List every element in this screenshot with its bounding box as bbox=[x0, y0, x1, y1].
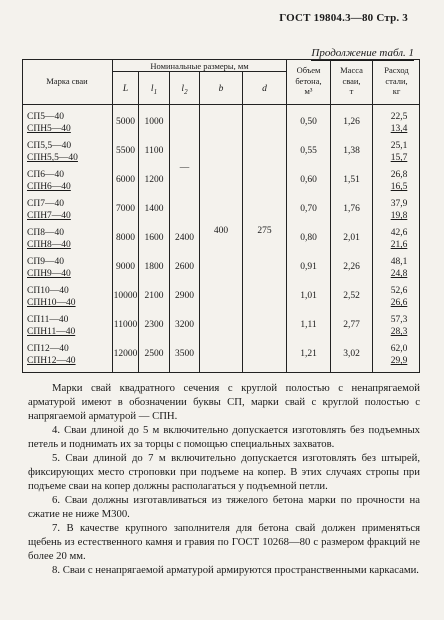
cell-l1: 1200 bbox=[144, 175, 164, 185]
cell-mass: 2,77 bbox=[343, 320, 360, 330]
mark-spn: СПН8—40 bbox=[27, 240, 71, 251]
row-marks bbox=[22, 227, 117, 251]
header-steel: Расход стали, кг bbox=[384, 65, 409, 96]
cell-mass: 2,01 bbox=[343, 233, 360, 243]
header-volume: Объем бетона, м³ bbox=[295, 65, 322, 96]
cell-l2: 2400 bbox=[175, 233, 194, 243]
shared-d-value: 275 bbox=[257, 226, 272, 236]
mark-spn: СПН6—40 bbox=[27, 182, 71, 193]
pile-table bbox=[22, 59, 420, 373]
note-paragraph: 5. Сваи длиной до 7 м включительно допускается изготовлять без штырей, фиксирующих место строповки при подъеме на копер. В этих случаях стропы при подъеме сваи на копер должны располагаться у подъемной петли. bbox=[28, 452, 420, 492]
mark-sp: СП5,5—40 bbox=[27, 141, 72, 151]
header-L: L bbox=[122, 84, 129, 94]
cell-volume: 0,80 bbox=[300, 233, 317, 243]
notes-text bbox=[28, 381, 420, 577]
cell-L: 9000 bbox=[116, 262, 135, 272]
cell-l2: 3500 bbox=[175, 349, 194, 359]
mark-sp: СП9—40 bbox=[27, 257, 64, 267]
cell-steel: 37,9 19,8 bbox=[390, 199, 408, 222]
cell-l1: 1100 bbox=[144, 146, 164, 156]
cell-l1: 2100 bbox=[144, 291, 164, 301]
cell-L: 10000 bbox=[113, 291, 138, 301]
cell-mass: 1,76 bbox=[343, 204, 360, 214]
cell-l2: 2600 bbox=[175, 262, 194, 272]
row-marks bbox=[22, 198, 117, 222]
cell-l1: 2500 bbox=[144, 349, 164, 359]
cell-steel: 42,6 21,6 bbox=[390, 228, 408, 251]
mark-sp: СП6—40 bbox=[27, 170, 64, 180]
row-marks bbox=[22, 285, 117, 309]
cell-volume: 1,21 bbox=[300, 349, 317, 359]
mark-spn: СПН5—40 bbox=[27, 124, 71, 135]
cell-volume: 0,50 bbox=[300, 117, 317, 127]
l2-dash: — bbox=[179, 163, 190, 173]
cell-l2: 3200 bbox=[175, 320, 194, 330]
cell-l1: 1600 bbox=[144, 233, 164, 243]
mark-sp: СП5—40 bbox=[27, 112, 64, 122]
cell-volume: 0,55 bbox=[300, 146, 317, 156]
row-marks bbox=[22, 140, 117, 164]
cell-volume: 0,70 bbox=[300, 204, 317, 214]
row-marks bbox=[22, 314, 117, 338]
page-header: ГОСТ 19804.3—80 Стр. 3 bbox=[279, 12, 408, 24]
cell-L: 5000 bbox=[116, 117, 135, 127]
cell-volume: 1,01 bbox=[300, 291, 317, 301]
cell-mass: 2,26 bbox=[343, 262, 360, 272]
cell-mass: 1,26 bbox=[343, 117, 360, 127]
cell-volume: 0,91 bbox=[300, 262, 317, 272]
mark-sp: СП7—40 bbox=[27, 199, 64, 209]
note-paragraph: 7. В качестве крупного заполнителя для бетона свай должен применяться щебень из естественного камня и гравия по ГОСТ 10268—80 с размером фракций не более 20 мм. bbox=[28, 522, 420, 562]
mark-spn: СПН7—40 bbox=[27, 211, 71, 222]
mark-spn: СПН5,5—40 bbox=[27, 153, 78, 164]
cell-mass: 2,52 bbox=[343, 291, 360, 301]
header-d: d bbox=[262, 84, 267, 94]
cell-steel: 52,6 26,6 bbox=[390, 286, 408, 309]
cell-steel: 48,1 24,8 bbox=[390, 257, 408, 280]
cell-volume: 1,11 bbox=[300, 320, 317, 330]
cell-volume: 0,60 bbox=[300, 175, 317, 185]
note-paragraph: 8. Сваи с ненапрягаемой арматурой армируются пространственными каркасами. bbox=[52, 564, 419, 576]
cell-mass: 3,02 bbox=[343, 349, 360, 359]
cell-L: 7000 bbox=[116, 204, 135, 214]
mark-spn: СПН12—40 bbox=[27, 356, 76, 367]
cell-L: 6000 bbox=[116, 175, 135, 185]
cell-L: 12000 bbox=[113, 349, 138, 359]
cell-steel: 57,3 28,3 bbox=[390, 315, 408, 338]
note-paragraph: Марки свай квадратного сечения с круглой полостью с ненапрягаемой арматурой имеют в обозначении буквы СП, марки свай с круглой полостью с напрягаемой арматурой — СПН. bbox=[28, 382, 420, 422]
mark-sp: СП11—40 bbox=[27, 315, 69, 325]
mark-sp: СП10—40 bbox=[27, 286, 69, 296]
cell-steel: 26,8 16,5 bbox=[390, 170, 408, 193]
cell-L: 11000 bbox=[113, 320, 138, 330]
cell-L: 8000 bbox=[116, 233, 135, 243]
mark-spn: СПН9—40 bbox=[27, 269, 71, 280]
cell-l1: 1000 bbox=[144, 117, 164, 127]
cell-l2: 2900 bbox=[175, 291, 194, 301]
row-marks bbox=[22, 256, 117, 280]
cell-steel: 25,1 15,7 bbox=[390, 141, 408, 164]
header-l1: $l_1$ bbox=[150, 84, 158, 96]
cell-mass: 1,38 bbox=[343, 146, 360, 156]
header-brand: Марка сваи bbox=[46, 76, 88, 86]
mark-sp: СП8—40 bbox=[27, 228, 64, 238]
cell-steel: 62,0 29,9 bbox=[390, 344, 408, 367]
header-b: b bbox=[218, 84, 224, 94]
table-continuation-label: Продолжение табл. 1 bbox=[311, 47, 414, 59]
mark-spn: СПН10—40 bbox=[27, 298, 76, 309]
cell-l1: 1800 bbox=[144, 262, 164, 272]
cell-mass: 1,51 bbox=[343, 175, 360, 185]
cell-l1: 2300 bbox=[144, 320, 164, 330]
header-l2: $l_2$ bbox=[181, 84, 188, 96]
row-marks bbox=[22, 111, 117, 135]
cell-steel: 22,5 13,4 bbox=[390, 112, 408, 135]
note-paragraph: 4. Сваи длиной до 5 м включительно допускается изготовлять без подъемных петель и поднимать их за торцы с помощью специальных захватов. bbox=[28, 424, 420, 450]
row-marks bbox=[22, 343, 117, 367]
cell-L: 5500 bbox=[116, 146, 135, 156]
note-paragraph: 6. Сваи должны изготавливаться из тяжелого бетона марки по прочности на сжатие не ниже М300. bbox=[28, 494, 420, 520]
mark-sp: СП12—40 bbox=[27, 344, 69, 354]
cell-l1: 1400 bbox=[144, 204, 164, 214]
header-nominal-sizes: Номинальные размеры, мм bbox=[150, 61, 249, 71]
shared-b-value: 400 bbox=[213, 226, 229, 236]
mark-spn: СПН11—40 bbox=[27, 327, 76, 338]
row-marks bbox=[22, 169, 117, 193]
header-mass: Масса сваи, т bbox=[340, 65, 363, 96]
